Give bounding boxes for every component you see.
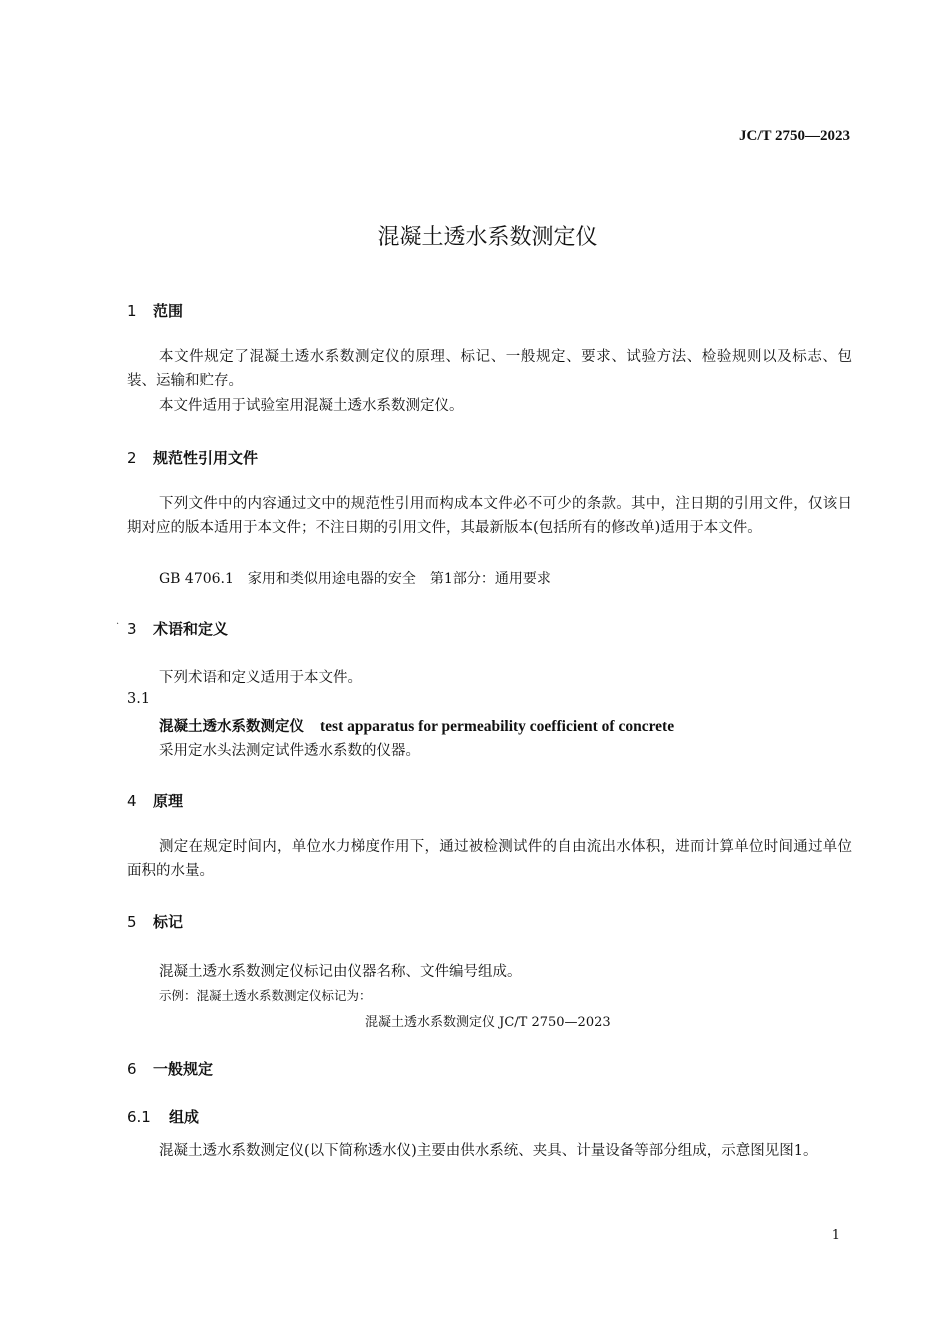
subsection-6-1-paragraph: 混凝土透水系数测定仪(以下简称透水仪)主要由供水系统、夹具、计量设备等部分组成，示意图见图1。 — [159, 1143, 818, 1159]
section-4-number: 4 — [127, 792, 137, 810]
section-4-title: 原理 — [153, 792, 184, 810]
section-6-number: 6 — [127, 1060, 137, 1078]
term-english: test apparatus for permeability coefficient of concrete — [320, 718, 675, 735]
section-3-intro: 下列术语和定义适用于本文件。 — [159, 670, 362, 686]
subsection-6-1-title: 组成 — [169, 1108, 200, 1126]
section-1-heading — [127, 300, 183, 321]
section-5-number: 5 — [127, 913, 137, 931]
section-2-number: 2 — [127, 449, 137, 467]
section-3-number: 3 — [127, 620, 137, 638]
standard-code: JC/T 2750—2023 — [739, 128, 850, 144]
term-number: 3.1 — [127, 691, 151, 707]
subsection-6-1-number: 6.1 — [127, 1108, 151, 1126]
normative-reference-item: GB 4706.1 家用和类似用途电器的安全 第1部分：通用要求 — [159, 571, 551, 587]
section-2-paragraph: 下列文件中的内容通过文中的规范性引用而构成本文件必不可少的条款。其中，注日期的引用文件，仅该日期对应的版本适用于本文件；不注日期的引用文件，其最新版本(包括所有的修改单)适用于本文件。 — [127, 496, 852, 536]
section-4-heading — [127, 790, 183, 811]
section-6-title: 一般规定 — [153, 1060, 214, 1078]
section-1-number: 1 — [127, 302, 137, 320]
section-2-title: 规范性引用文件 — [153, 449, 259, 467]
document-title: 混凝土透水系数测定仪 — [377, 225, 598, 250]
section-1-paragraph-2: 本文件适用于试验室用混凝土透水系数测定仪。 — [159, 398, 464, 414]
subsection-6-1-heading — [127, 1106, 199, 1127]
section-2-heading — [127, 447, 258, 468]
section-6-heading — [127, 1058, 213, 1079]
page-number: 1 — [831, 1228, 840, 1243]
section-5-paragraph: 混凝土透水系数测定仪标记由仪器名称、文件编号组成。 — [159, 964, 522, 980]
section-1-title: 范围 — [153, 302, 184, 320]
section-1-paragraph-1: 本文件规定了混凝土透水系数测定仪的原理、标记、一般规定、要求、试验方法、检验规则以及标志、包装、运输和贮存。 — [127, 349, 852, 389]
term-chinese: 混凝土透水系数测定仪 — [159, 719, 304, 735]
section-5-heading — [127, 911, 183, 932]
example-label: 示例：混凝土透水系数测定仪标记为： — [159, 988, 372, 1003]
section-3-heading — [127, 618, 228, 639]
section-3-title: 术语和定义 — [153, 620, 229, 638]
stray-mark: · — [116, 619, 120, 630]
term-definition: 采用定水头法测定试件透水系数的仪器。 — [159, 743, 420, 759]
section-5-title: 标记 — [153, 913, 184, 931]
section-4-paragraph: 测定在规定时间内，单位水力梯度作用下，通过被检测试件的自由流出水体积，进而计算单位时间通过单位面积的水量。 — [127, 839, 852, 879]
example-marking: 混凝土透水系数测定仪 JC/T 2750—2023 — [365, 1015, 611, 1030]
term-heading — [159, 715, 674, 736]
